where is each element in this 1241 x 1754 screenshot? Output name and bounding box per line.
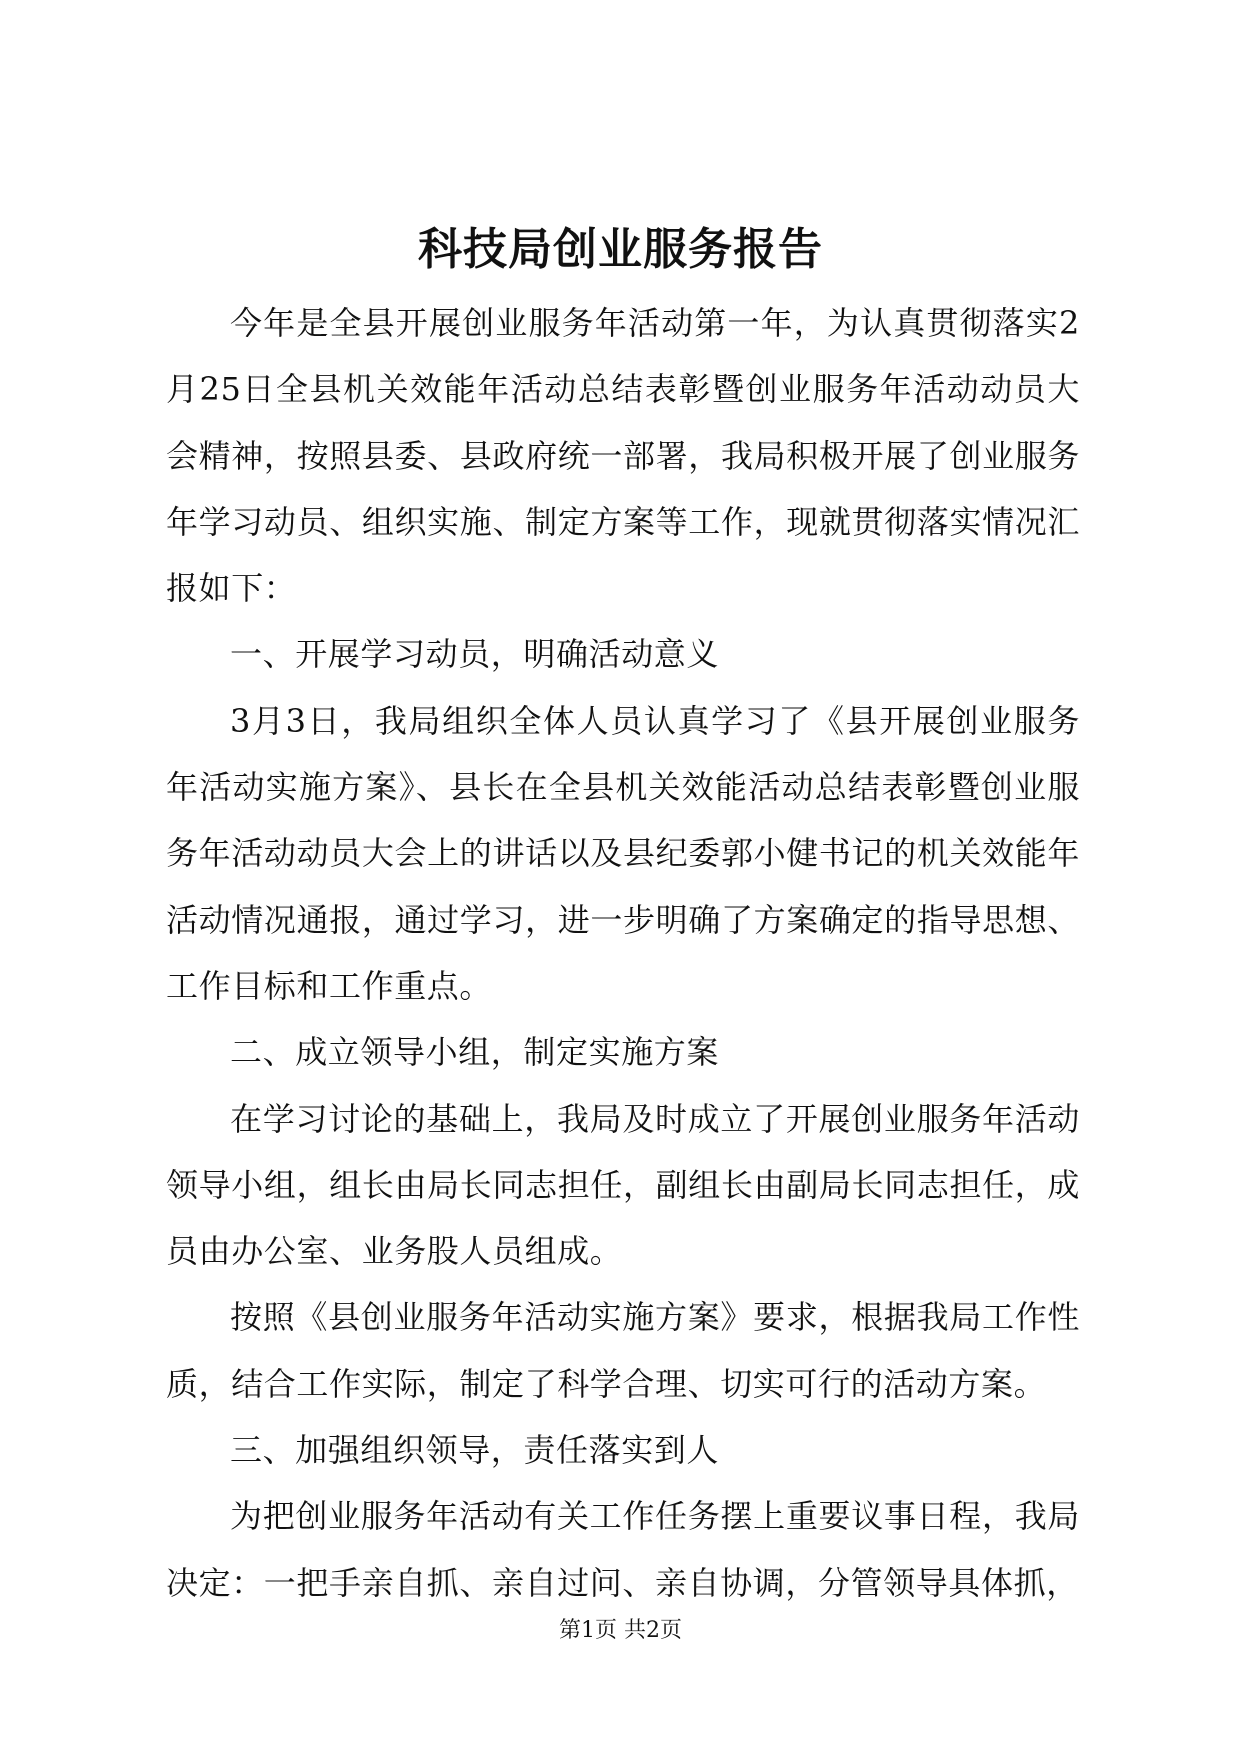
document-body: [166, 290, 1080, 1616]
paragraph-responsibility: 为把创业服务年活动有关工作任务摆上重要议事日程，我局决定：一把手亲自抓、亲自过问、亲自协调，分管领导具体抓，: [166, 1497, 1080, 1602]
section-heading-3: 三、加强组织领导，责任落实到人: [230, 1431, 720, 1470]
document-title: 科技局创业服务报告: [418, 224, 823, 275]
paragraph-intro: 今年是全县开展创业服务年活动第一年，为认真贯彻落实2月25日全县机关效能年活动总结表彰暨创业服务年活动动员大会精神，按照县委、县政府统一部署，我局积极开展了创业服务年学习动员、组织实施、制定方案等工作，现就贯彻落实情况汇报如下：: [166, 304, 1080, 608]
paragraph-study: 3月3日，我局组织全体人员认真学习了《县开展创业服务年活动实施方案》、县长在全县机关效能活动总结表彰暨创业服务年活动动员大会上的讲话以及县纪委郭小健书记的机关效能年活动情况通报，通过学习，进一步明确了方案确定的指导思想、工作目标和工作重点。: [166, 701, 1080, 1005]
paragraph-plan: 按照《县创业服务年活动实施方案》要求，根据我局工作性质，结合工作实际，制定了科学合理、切实可行的活动方案。: [166, 1298, 1080, 1403]
page-number-footer: 第1页 共2页: [559, 1618, 682, 1643]
paragraph-leading-group: 在学习讨论的基础上，我局及时成立了开展创业服务年活动领导小组，组长由局长同志担任，副组长由副局长同志担任，成员由办公室、业务股人员组成。: [166, 1099, 1080, 1271]
section-heading-2: 二、成立领导小组，制定实施方案: [230, 1033, 720, 1072]
section-heading-1: 一、开展学习动员，明确活动意义: [230, 635, 720, 674]
